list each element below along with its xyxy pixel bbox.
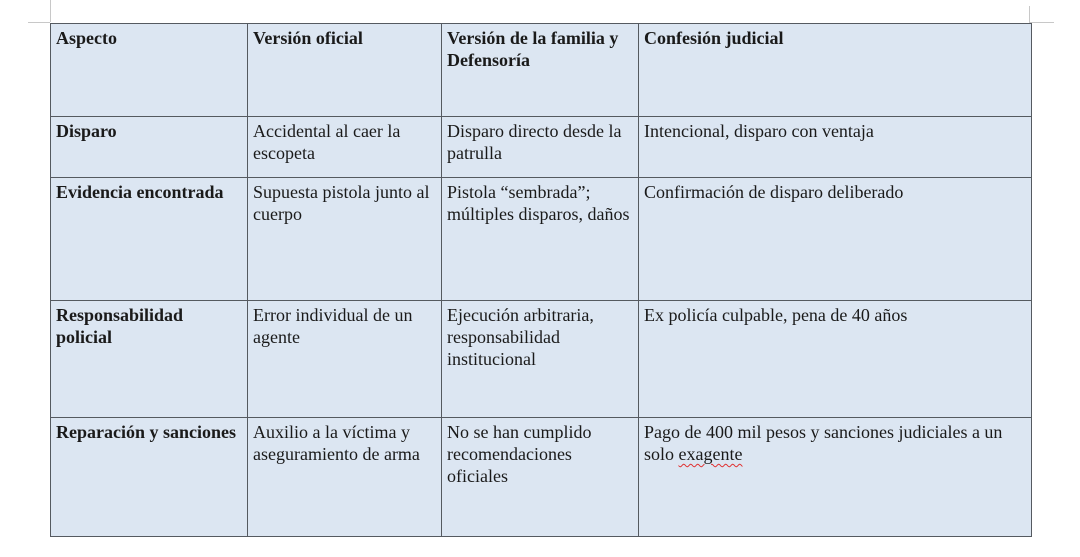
table-cell[interactable]: Ejecución arbitraria, responsabilidad institucional — [442, 301, 639, 418]
header-cell-confesion-judicial[interactable]: Confesión judicial — [639, 24, 1032, 117]
table-cell[interactable]: Intencional, disparo con ventaja — [639, 117, 1032, 178]
row-label-cell[interactable]: Responsabilidad policial — [51, 301, 248, 418]
header-cell-version-oficial[interactable]: Versión oficial — [248, 24, 442, 117]
table-row — [51, 418, 1032, 537]
table-cell[interactable]: Disparo directo desde la patrulla — [442, 117, 639, 178]
table-cell[interactable] — [639, 418, 1032, 537]
row-label-cell[interactable]: Evidencia encontrada — [51, 178, 248, 301]
row-label-cell[interactable]: Disparo — [51, 117, 248, 178]
table-cell[interactable]: Error individual de un agente — [248, 301, 442, 418]
header-cell-aspecto[interactable]: Aspecto — [51, 24, 248, 117]
table-cell[interactable]: Pistola “sembrada”; múltiples disparos, daños — [442, 178, 639, 301]
table-header-row — [51, 24, 1032, 117]
table-cell[interactable]: Accidental al caer la escopeta — [248, 117, 442, 178]
table-row — [51, 301, 1032, 418]
table-cell[interactable]: Auxilio a la víctima y aseguramiento de arma — [248, 418, 442, 537]
page-margin-guide-top-left — [28, 22, 50, 23]
table-cell[interactable]: Ex policía culpable, pena de 40 años — [639, 301, 1032, 418]
page-margin-guide-top-right — [1029, 22, 1054, 23]
header-cell-version-familia[interactable]: Versión de la familia y Defensoría — [442, 24, 639, 117]
spellcheck-flagged-word[interactable]: exagente — [678, 444, 743, 464]
table-row — [51, 117, 1032, 178]
page-margin-guide-left — [50, 0, 51, 22]
row-label-cell[interactable]: Reparación y sanciones — [51, 418, 248, 537]
table-cell[interactable]: Supuesta pistola junto al cuerpo — [248, 178, 442, 301]
table-cell[interactable]: No se han cumplido recomendaciones oficiales — [442, 418, 639, 537]
comparison-table[interactable] — [50, 23, 1032, 537]
table-row — [51, 178, 1032, 301]
table-cell[interactable]: Confirmación de disparo deliberado — [639, 178, 1032, 301]
page-margin-guide-right — [1029, 6, 1030, 22]
cell-text: Pago de 400 mil pesos y sanciones judiciales a un solo — [644, 422, 1003, 464]
